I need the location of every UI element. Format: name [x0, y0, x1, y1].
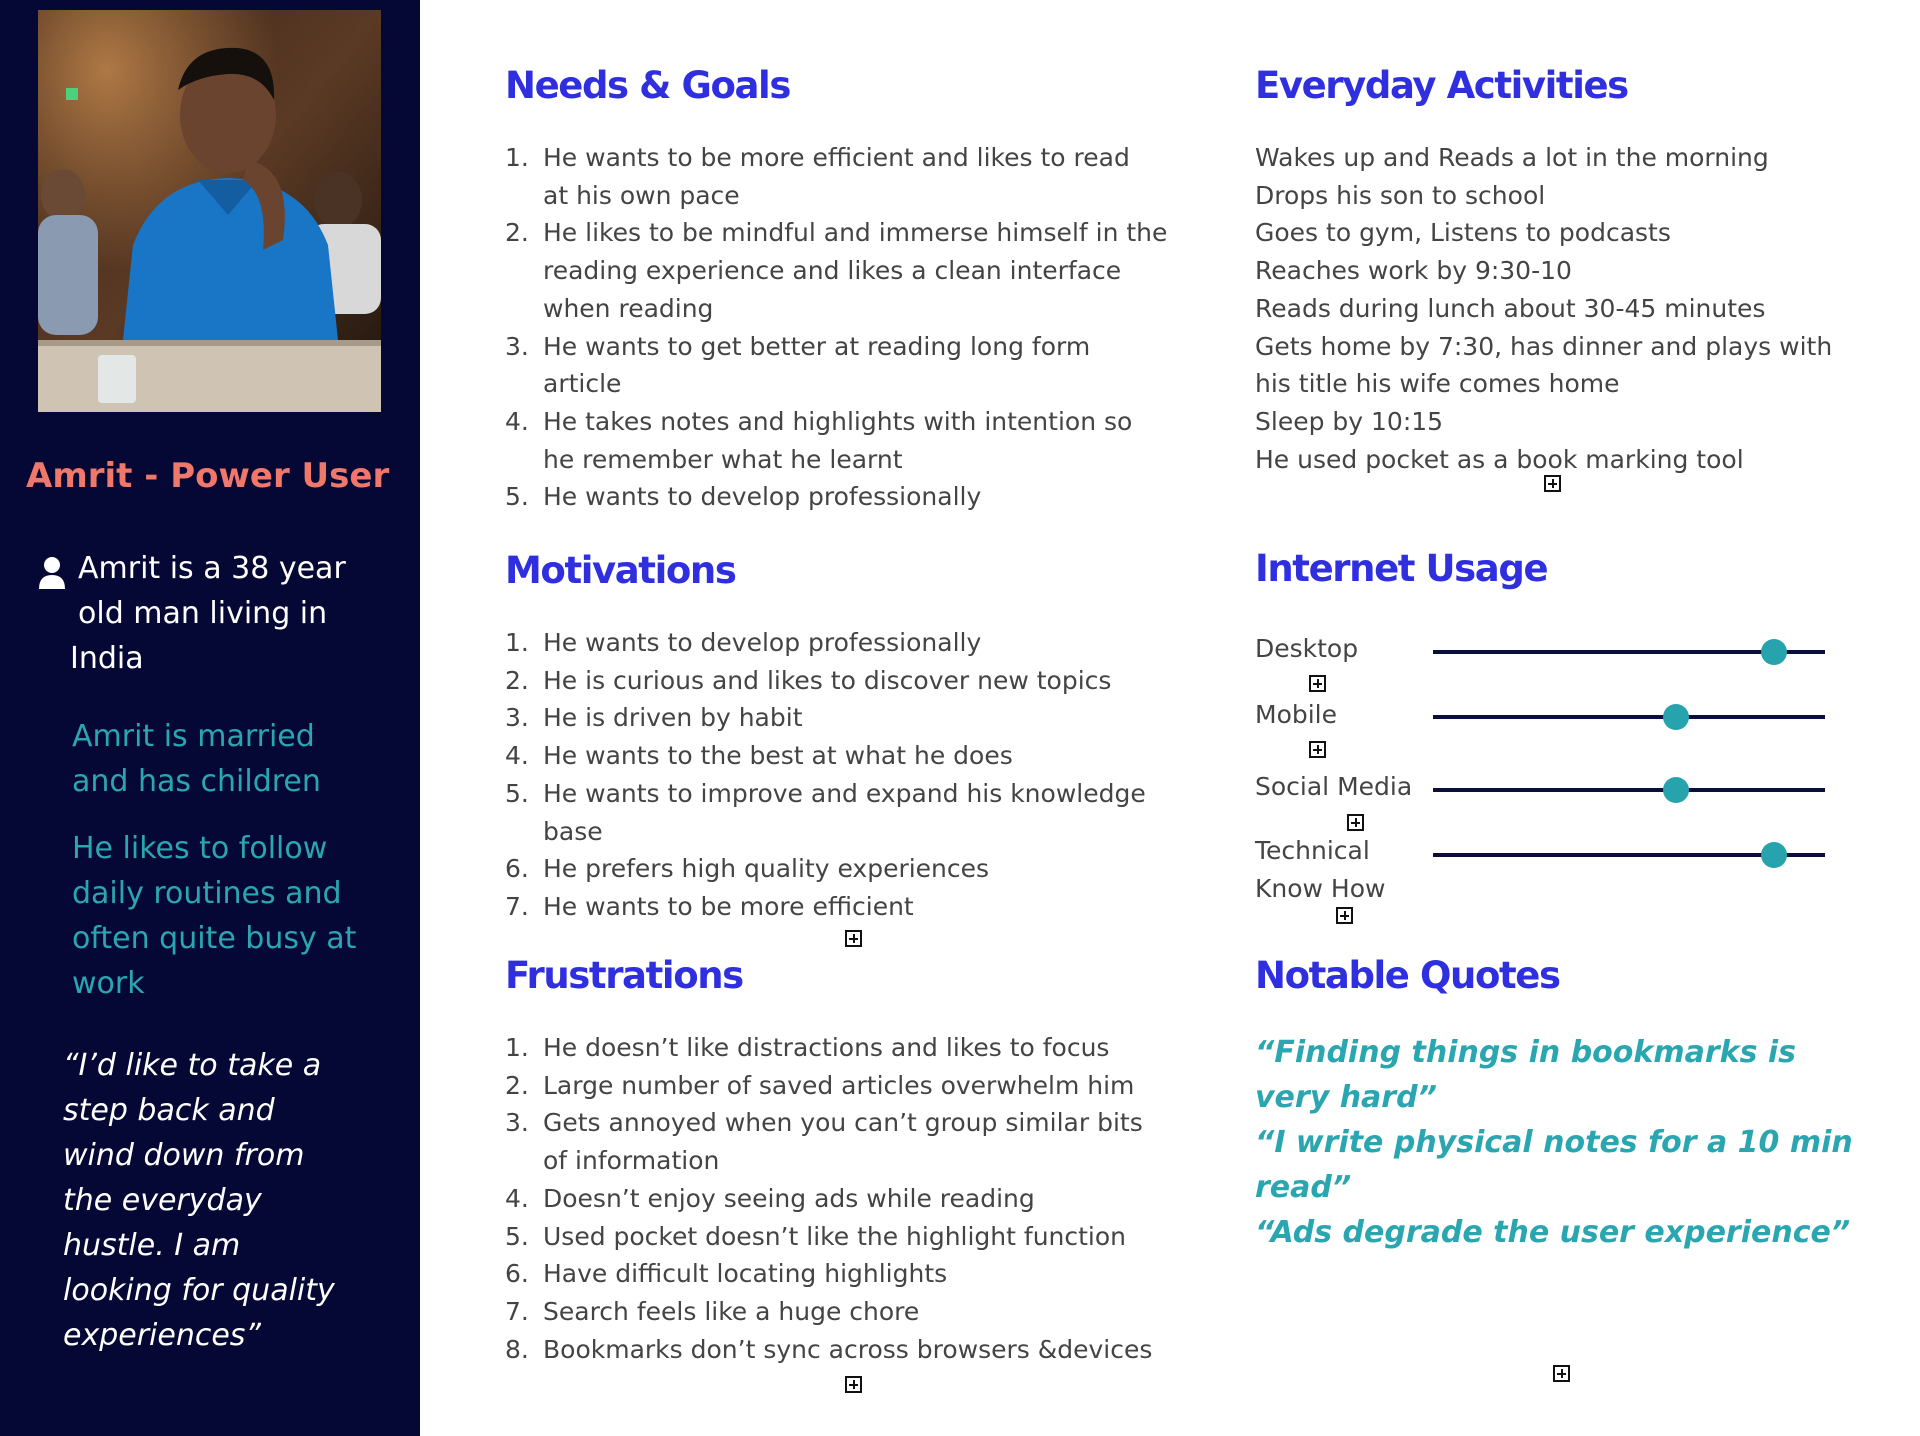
list-item: [505, 478, 1205, 516]
family-line: and has children: [72, 764, 321, 799]
quote-line: read”: [1255, 1170, 1352, 1205]
activity-item: Drops his son to school: [1255, 180, 1546, 210]
list-item-line: He likes to be mindful and immerse himself in the: [543, 218, 1168, 248]
list-item-line: reading experience and likes a clean interface: [543, 256, 1122, 286]
list-item-line: he remember what he learnt: [543, 444, 903, 474]
quote-line: “I’d like to take a: [63, 1048, 322, 1083]
list-item: [505, 1067, 1205, 1105]
list-item: [505, 1255, 1205, 1293]
list-item-line: He wants to improve and expand his knowledge: [543, 778, 1146, 808]
persona-quote: [63, 1043, 383, 1358]
quote-line: “Ads degrade the user experience”: [1255, 1215, 1851, 1250]
notable-quotes: [1255, 1030, 1895, 1255]
bio-line: old man living in: [78, 596, 328, 631]
usage-label-technical-know-how: Technical Know How: [1255, 836, 1386, 903]
usage-slider-handle-mobile[interactable]: [1663, 704, 1689, 730]
usage-slider-handle-social-media[interactable]: [1663, 777, 1689, 803]
list-item: [505, 1180, 1205, 1218]
expand-icon[interactable]: [1347, 814, 1364, 831]
persona-sidebar: [0, 0, 420, 1436]
expand-icon[interactable]: [1544, 475, 1561, 492]
persona-photo-illustration: [38, 10, 381, 412]
expand-icon[interactable]: [1553, 1365, 1570, 1382]
motivations-title: Motivations: [505, 549, 736, 592]
quote-line: looking for quality: [63, 1273, 335, 1308]
quote-line: wind down from: [63, 1138, 305, 1173]
usage-slider-social-media[interactable]: [1433, 788, 1825, 792]
list-item: [505, 1293, 1205, 1331]
activity-item: Sleep by 10:15: [1255, 406, 1444, 436]
needs-goals-title: Needs & Goals: [505, 64, 790, 107]
notable-quotes-title: Notable Quotes: [1255, 954, 1560, 997]
routine-line: He likes to follow: [72, 831, 328, 866]
list-number: 1.: [505, 628, 529, 657]
list-number: 2.: [505, 218, 529, 248]
activity-item: Reaches work by 9:30-10: [1255, 256, 1572, 286]
expand-icon[interactable]: [1309, 741, 1326, 758]
quote-line: experiences”: [63, 1318, 261, 1353]
list-number: 7.: [505, 1296, 529, 1326]
list-number: 3.: [505, 703, 529, 733]
list-item-line: He wants to develop professionally: [543, 628, 982, 657]
quote-line: step back and: [63, 1093, 275, 1128]
motivations-list: [505, 624, 1205, 926]
persona-family: [72, 714, 402, 804]
frustrations-list: [505, 1029, 1205, 1368]
list-item-line: He wants to the best at what he does: [543, 741, 1013, 771]
list-item-line: He wants to be more efficient and likes to read: [543, 143, 1130, 172]
list-item: [505, 1029, 1205, 1067]
usage-slider-handle-technical-know-how[interactable]: [1761, 842, 1787, 868]
list-number: 1.: [505, 1033, 529, 1062]
routine-line: work: [72, 966, 145, 1001]
list-item: [505, 1331, 1205, 1369]
persona-routine: [72, 826, 402, 1006]
activity-item: He used pocket as a book marking tool: [1255, 444, 1744, 474]
list-number: 5.: [505, 778, 529, 808]
list-item-line: He prefers high quality experiences: [543, 854, 990, 884]
usage-label-desktop: Desktop: [1255, 634, 1359, 663]
expand-icon[interactable]: [845, 930, 862, 947]
persona-photo: [38, 10, 381, 412]
list-item-line: of information: [543, 1146, 720, 1176]
list-number: 2.: [505, 665, 529, 695]
list-item-line: He is driven by habit: [543, 703, 803, 733]
quote-line: very hard”: [1255, 1080, 1437, 1115]
family-line: Amrit is married: [72, 719, 315, 754]
list-number: 1.: [505, 143, 529, 172]
internet-usage-title: Internet Usage: [1255, 547, 1548, 590]
list-item: [505, 139, 1205, 214]
list-item-line: He wants to be more efficient: [543, 891, 914, 921]
routine-line: often quite busy at: [72, 921, 357, 956]
list-item: [505, 403, 1205, 478]
routine-line: daily routines and: [72, 876, 342, 911]
list-item-line: Large number of saved articles overwhelm him: [543, 1070, 1135, 1100]
list-number: 7.: [505, 891, 529, 921]
everyday-activities-list: [1255, 139, 1895, 478]
list-item-line: Doesn’t enjoy seeing ads while reading: [543, 1183, 1035, 1213]
list-number: 3.: [505, 1108, 529, 1138]
bio-line: Amrit is a 38 year: [78, 551, 346, 586]
usage-slider-handle-desktop[interactable]: [1761, 639, 1787, 665]
quote-line: hustle. I am: [63, 1228, 241, 1263]
list-item-line: He wants to get better at reading long form: [543, 331, 1091, 361]
expand-icon[interactable]: [845, 1376, 862, 1393]
list-number: 5.: [505, 482, 529, 512]
list-item-line: He takes notes and highlights with intention so: [543, 406, 1133, 436]
person-icon: [38, 556, 66, 590]
usage-slider-mobile[interactable]: [1433, 715, 1825, 719]
list-number: 6.: [505, 854, 529, 884]
list-item-line: at his own pace: [543, 180, 740, 210]
expand-icon[interactable]: [1309, 675, 1326, 692]
activity-item: his title his wife comes home: [1255, 369, 1620, 399]
bio-line: India: [70, 641, 144, 676]
persona-bio: [70, 546, 378, 681]
quote-line: “Finding things in bookmarks is: [1255, 1035, 1797, 1070]
list-item: [505, 737, 1205, 775]
list-item-line: Gets annoyed when you can’t group similar bits: [543, 1108, 1143, 1138]
list-item: [505, 888, 1205, 926]
list-item: [505, 214, 1205, 327]
needs-goals-list: [505, 139, 1205, 516]
list-item-line: Search feels like a huge chore: [543, 1296, 920, 1326]
list-item-line: He doesn’t like distractions and likes to focus: [543, 1033, 1110, 1062]
list-number: 6.: [505, 1259, 529, 1289]
list-number: 4.: [505, 406, 529, 436]
everyday-activities-title: Everyday Activities: [1255, 64, 1628, 107]
persona-name-role: Amrit - Power User: [26, 456, 390, 496]
list-number: 3.: [505, 331, 529, 361]
list-number: 8.: [505, 1334, 529, 1364]
list-number: 2.: [505, 1070, 529, 1100]
list-item: [505, 1218, 1205, 1256]
frustrations-title: Frustrations: [505, 954, 743, 997]
expand-icon[interactable]: [1336, 907, 1353, 924]
list-item-line: Have difficult locating highlights: [543, 1259, 948, 1289]
list-item-line: base: [543, 816, 603, 846]
usage-label-social-media: Social Media: [1255, 772, 1413, 801]
list-item: [505, 1104, 1205, 1179]
list-number: 4.: [505, 741, 529, 771]
list-item: [505, 662, 1205, 700]
list-item-line: article: [543, 369, 622, 399]
activity-item: Wakes up and Reads a lot in the morning: [1255, 143, 1769, 172]
list-item: [505, 850, 1205, 888]
list-item: [505, 699, 1205, 737]
list-item-line: when reading: [543, 293, 714, 323]
list-item-line: He wants to develop professionally: [543, 482, 982, 512]
usage-label-mobile: Mobile: [1255, 700, 1338, 729]
quote-line: “I write physical notes for a 10 min: [1255, 1125, 1853, 1160]
list-item: [505, 624, 1205, 662]
list-item-line: He is curious and likes to discover new topics: [543, 665, 1112, 695]
quote-line: the everyday: [63, 1183, 262, 1218]
activity-item: Reads during lunch about 30-45 minutes: [1255, 293, 1766, 323]
activity-item: Goes to gym, Listens to podcasts: [1255, 218, 1671, 248]
activity-item: Gets home by 7:30, has dinner and plays with: [1255, 331, 1833, 361]
list-item-line: Used pocket doesn’t like the highlight function: [543, 1221, 1127, 1251]
list-item-line: Bookmarks don’t sync across browsers &devices: [543, 1334, 1153, 1364]
list-item: [505, 328, 1205, 403]
list-number: 5.: [505, 1221, 529, 1251]
list-number: 4.: [505, 1183, 529, 1213]
list-item: [505, 775, 1205, 850]
